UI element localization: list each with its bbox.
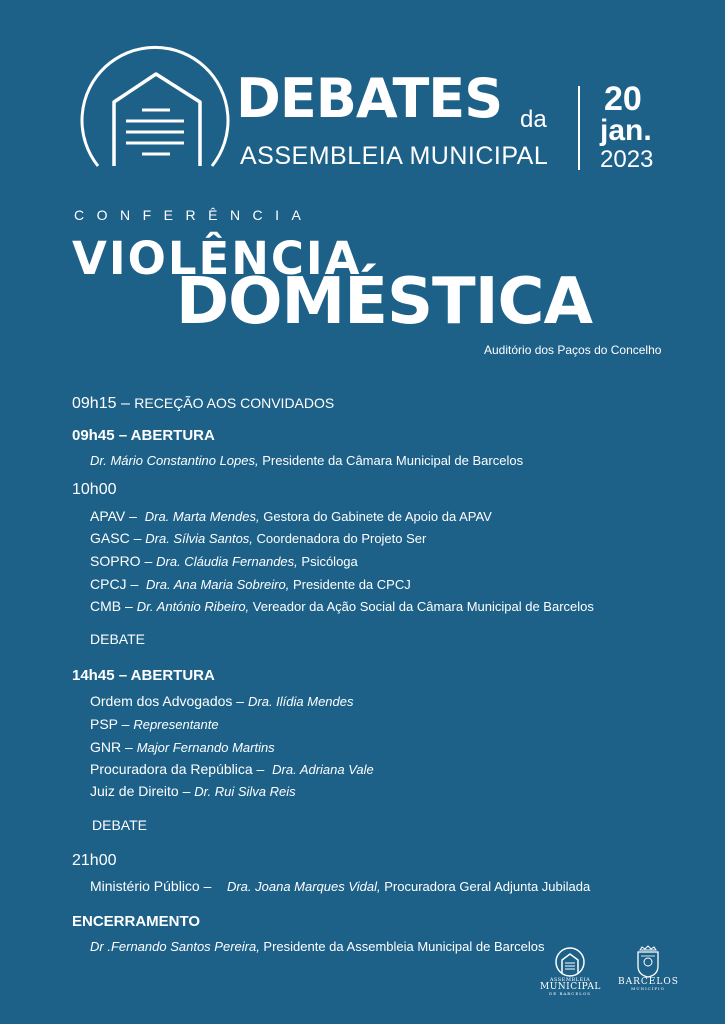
speaker-name: Dr. Mário Constantino Lopes, — [90, 453, 259, 468]
conference-label: CONFERÊNCIA — [74, 207, 314, 223]
org: Juiz de Direito – — [90, 783, 191, 799]
session-opening-heading: 09h45 – ABERTURA — [72, 427, 215, 444]
logo-line2: MUNICIPAL — [540, 982, 601, 992]
debates-connector: da — [520, 106, 547, 133]
speaker-role: Procuradora Geral Adjunta Jubilada — [380, 879, 591, 894]
panel-item — [90, 509, 492, 523]
org: Procuradora da República – — [90, 761, 265, 777]
coat-of-arms-icon — [618, 944, 678, 978]
panel-item — [90, 554, 358, 568]
org: CPCJ – — [90, 576, 139, 592]
speaker-name: Representante — [133, 717, 219, 732]
speaker-role: Psicóloga — [297, 554, 358, 569]
org: GNR – — [90, 739, 133, 755]
panel-item — [90, 740, 275, 754]
speaker-name: Dra. Ana Maria Sobreiro, — [146, 577, 290, 592]
session-time-10h00: 10h00 — [72, 481, 117, 498]
org: PSP – — [90, 716, 130, 732]
speaker-name: Dra. Joana Marques Vidal, — [226, 879, 381, 894]
org: APAV – — [90, 508, 137, 524]
panel-item — [90, 717, 219, 731]
speaker-name: Dra. Adriana Vale — [272, 762, 374, 777]
date-day: 20 — [604, 80, 642, 118]
debates-title: DEBATES — [236, 67, 503, 130]
speaker-line — [90, 454, 523, 467]
venue: Auditório dos Paços do Concelho — [484, 343, 662, 357]
panel-item — [90, 531, 426, 545]
panel-item — [90, 599, 594, 613]
panel-item — [90, 784, 296, 798]
speaker-name: Dra. Cláudia Fernandes, — [156, 554, 298, 569]
speaker-name: Dr. Rui Silva Reis — [194, 784, 296, 799]
closing-heading: ENCERRAMENTO — [72, 913, 201, 930]
org: SOPRO – — [90, 553, 153, 569]
logo-barcelos-text: BARCELOS — [618, 977, 679, 987]
assembly-logo-icon — [540, 944, 600, 978]
org: Ministério Público – — [90, 878, 212, 894]
session-time-21h00: 21h00 — [72, 852, 117, 869]
speaker-name: Dr .Fernando Santos Pereira, — [90, 939, 260, 954]
session-time: 09h15 — [72, 395, 117, 412]
header-divider — [578, 86, 580, 170]
speaker-name: Dra. Marta Mendes, — [144, 509, 260, 524]
debate-label: DEBATE — [90, 631, 145, 647]
speaker-name: Dr. António Ribeiro, — [136, 599, 250, 614]
logo-barcelos-sub: MUNICÍPIO — [631, 986, 665, 991]
logo-line1: ASSEMBLEIA — [549, 977, 591, 983]
logo-line3: DE BARCELOS — [549, 991, 591, 996]
assembleia-subtitle: ASSEMBLEIA MUNICIPAL — [240, 142, 549, 170]
municipio-barcelos-logo — [618, 944, 678, 991]
panel-item — [90, 762, 374, 776]
org: CMB – — [90, 598, 133, 614]
session-afternoon-heading: 14h45 – ABERTURA — [72, 667, 215, 684]
panel-item — [90, 577, 411, 591]
panel-item — [90, 694, 354, 708]
conference-title-line1: VIOLÊNCIA — [72, 232, 362, 285]
conference-title-line2: DOMÉSTICA — [176, 265, 592, 339]
time-separator: – — [116, 395, 135, 412]
speaker-role: Coordenadora do Projeto Ser — [252, 531, 427, 546]
assembly-house-icon — [70, 40, 236, 172]
speaker-role: Presidente da Câmara Municipal de Barcelos — [258, 453, 524, 468]
speaker-role: Gestora do Gabinete de Apoio da APAV — [259, 509, 492, 524]
speaker-role: Vereador da Ação Social da Câmara Municipal de Barcelos — [249, 599, 594, 614]
speaker-name: Dra. Sílvia Santos, — [145, 531, 253, 546]
session-reception — [72, 396, 334, 412]
speaker-name: Major Fernando Martins — [136, 740, 275, 755]
speaker-name: Dra. Ilídia Mendes — [248, 694, 354, 709]
assembleia-municipal-logo — [540, 944, 600, 996]
date-month: jan. — [600, 114, 652, 147]
date-year: 2023 — [600, 146, 654, 173]
speaker-line — [90, 940, 545, 953]
org: Ordem dos Advogados – — [90, 693, 245, 709]
debate-label: DEBATE — [92, 817, 147, 833]
org: GASC – — [90, 530, 142, 546]
session-title: RECEÇÃO AOS CONVIDADOS — [134, 395, 335, 411]
panel-item — [90, 879, 590, 893]
speaker-role: Presidente da CPCJ — [289, 577, 411, 592]
speaker-role: Presidente da Assembleia Municipal de Barcelos — [259, 939, 545, 954]
